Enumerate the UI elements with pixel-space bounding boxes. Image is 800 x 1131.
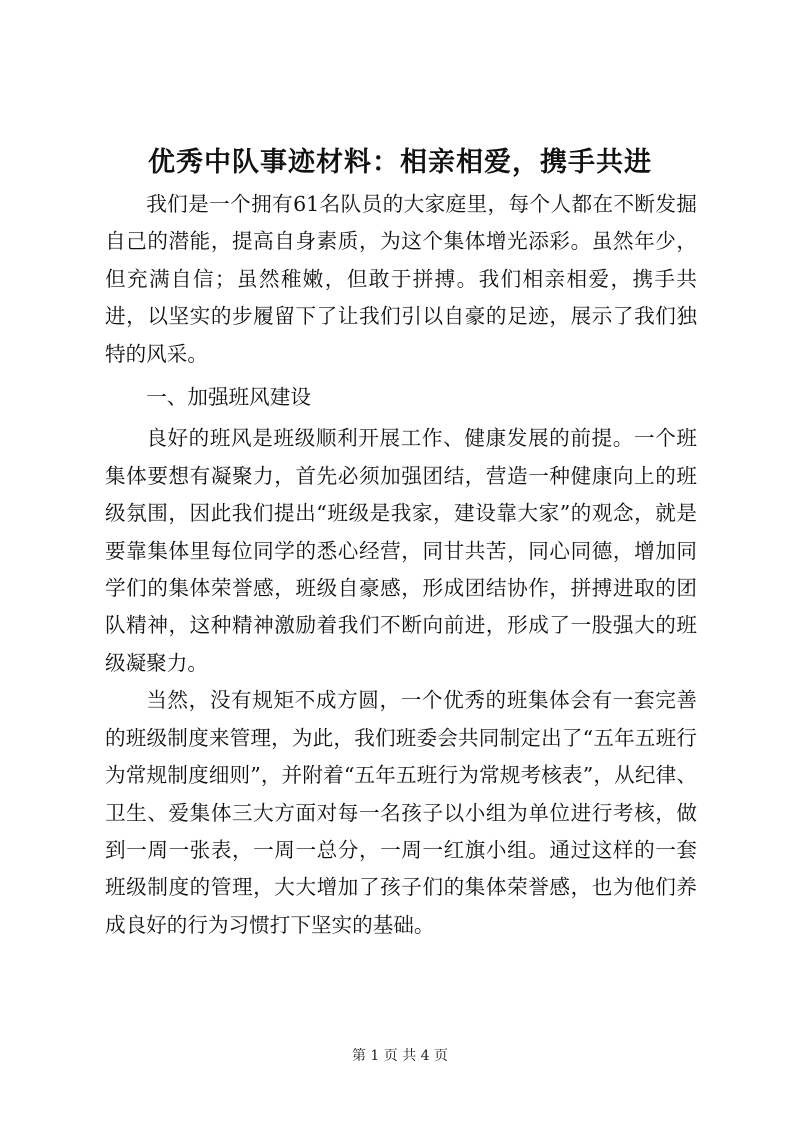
- paragraph-class-rules: 当然，没有规矩不成方圆，一个优秀的班集体会有一套完善的班级制度来管理，为此，我们班委会共同制定出了“五年五班行为常规制度细则”，并附着“五年五班行为常规考核表”，从纪律、卫生、爱集体三大方面对每一名孩子以小组为单位进行考核，做到一周一张表，一周一总分，一周一红旗小组。通过这样的一套班级制度的管理，大大增加了孩子们的集体荣誉感，也为他们养成良好的行为习惯打下坚实的基础。: [105, 688, 697, 937]
- section-heading: 一、加强班风建设: [146, 385, 311, 410]
- paragraph-class-spirit: 良好的班风是班级顺利开展工作、健康发展的前提。一个班集体要想有凝聚力，首先必须加强团结，营造一种健康向上的班级氛围，因此我们提出“班级是我家，建设靠大家”的观念，就是要靠集体里每位同学的悉心经营，同甘共苦，同心同德，增加同学们的集体荣誉感，班级自豪感，形成团结协作，拼搏进取的团队精神，这种精神激励着我们不断向前进，形成了一股强大的班级凝聚力。: [105, 426, 697, 675]
- page-number-footer: 第 1 页 共 4 页: [351, 1048, 449, 1064]
- paragraph-intro: 我们是一个拥有61名队员的大家庭里，每个人都在不断发掘自己的潜能，提高自身素质，为这个集体增光添彩。虽然年少，但充满自信；虽然稚嫩，但敢于拼搏。我们相亲相爱，携手共进，以坚实的步履留下了让我们引以自豪的足迹，展示了我们独特的风采。: [105, 192, 697, 366]
- document-title: 优秀中队事迹材料：相亲相爱，携手共进: [148, 147, 652, 178]
- document-body: [105, 186, 697, 944]
